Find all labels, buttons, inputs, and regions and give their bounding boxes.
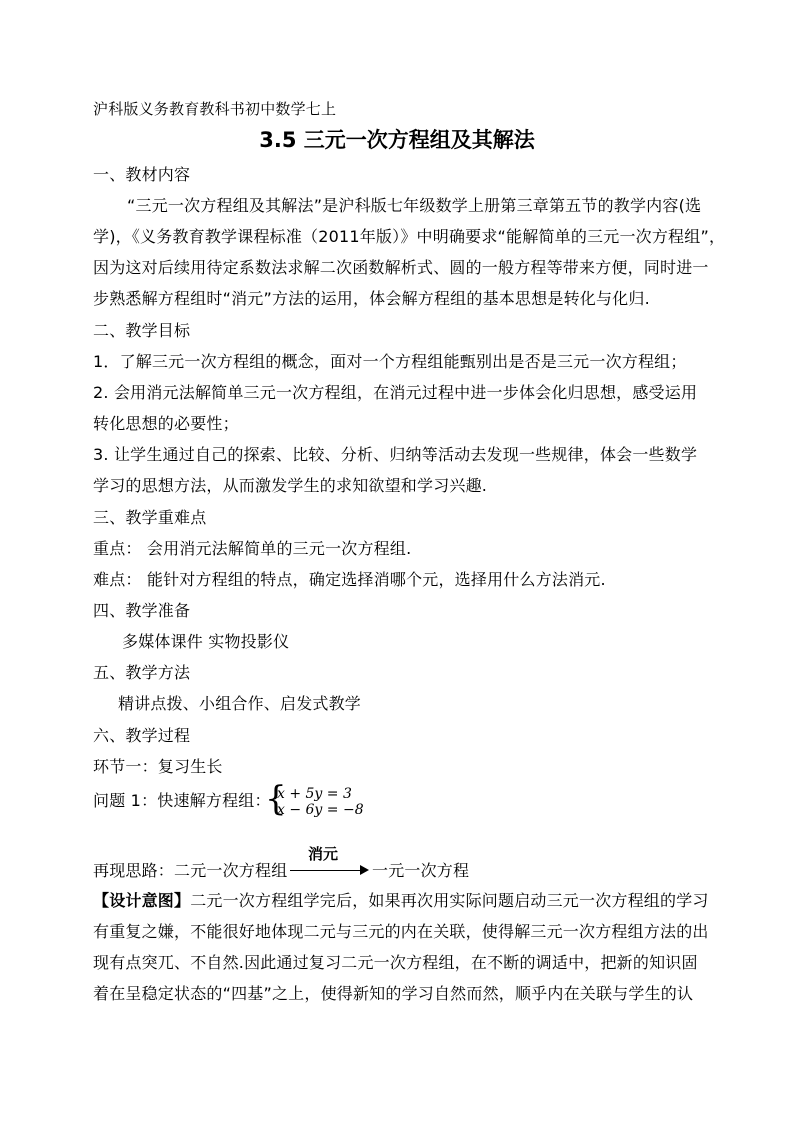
equation-system [265, 779, 375, 819]
document-header: 沪科版义务教育教科书初中数学七上 [93, 100, 337, 118]
document-title: 3.5 三元一次方程组及其解法 [259, 128, 535, 152]
section-heading-objectives: 二、教学目标 [93, 321, 191, 340]
section-heading-methods: 五、教学方法 [93, 663, 191, 682]
design-intent-line: 着在呈稳定状态的“四基”之上，使得新知的学习自然而然，顺乎内在关联与学生的认 [93, 984, 694, 1003]
preparation-content: 多媒体课件 实物投影仪 [122, 632, 290, 651]
section-heading-preparation: 四、教学准备 [93, 601, 191, 620]
route-suffix: 一元一次方程 [372, 861, 470, 880]
section-heading-content: 一、教材内容 [93, 165, 191, 184]
design-intent-text: 二元一次方程组学完后，如果再次用实际问题启动三元一次方程组的学习 [190, 891, 709, 910]
arrow-head-icon [360, 865, 369, 875]
objective-item-continued: 转化思想的必要性； [93, 414, 239, 433]
paragraph-line: “三元一次方程组及其解法”是沪科版七年级数学上册第三章第五节的教学内容(选 [127, 196, 702, 215]
difficult-point: 难点： 能针对方程组的特点，确定选择消哪个元，选择用什么方法消元. [93, 570, 606, 589]
design-intent-tag: 【设计意图】 [93, 891, 191, 910]
arrow-label: 消元 [308, 845, 339, 863]
section-heading-process: 六、教学过程 [93, 726, 191, 745]
objective-item: 3. 让学生通过自己的探索、比较、分析、归纳等活动去发现一些规律，体会一些数学 [93, 445, 698, 464]
paragraph-line: 因为这对后续用待定系数法求解二次函数解析式、圆的一般方程等带来方便，同时进一 [93, 258, 709, 277]
equation-one: x + 5y = 3 [277, 786, 352, 802]
methods-content: 精讲点拨、小组合作、启发式教学 [118, 694, 362, 713]
arrow-shaft [290, 870, 362, 871]
objective-item: 1．了解三元一次方程组的概念，面对一个方程组能甄别出是否是三元一次方程组； [93, 352, 687, 371]
design-intent-line: 有重复之嫌，不能很好地体现二元与三元的内在关联，使得解三元一次方程组方法的出 [93, 922, 709, 941]
elimination-arrow [290, 845, 370, 876]
objective-item: 2. 会用消元法解简单三元一次方程组，在消元过程中进一步体会化归思想，感受运用 [93, 383, 698, 402]
design-intent-line: 现有点突兀、不自然.因此通过复习二元一次方程组，在不断的调适中，把新的知识固 [93, 953, 698, 972]
question-one-label: 问题 1：快速解方程组： [93, 791, 271, 810]
key-point: 重点： 会用消元法解简单的三元一次方程组. [93, 539, 412, 558]
section-heading-key-points: 三、教学重难点 [93, 508, 207, 527]
route-prefix: 再现思路：二元一次方程组 [93, 861, 288, 880]
left-brace: { [265, 779, 287, 819]
paragraph-line: 学)，《义务教育教学课程标准（2011年版）》中明确要求“能解简单的三元一次方程组”， [93, 227, 726, 246]
paragraph-line: 步熟悉解方程组时“消元”方法的运用，体会解方程组的基本思想是转化与化归. [93, 289, 650, 308]
equation-two: x − 6y = −8 [277, 802, 364, 818]
objective-item-continued: 学习的思想方法，从而激发学生的求知欲望和学习兴趣. [93, 476, 488, 495]
design-intent-line [93, 890, 713, 912]
step-one-heading: 环节一：复习生长 [93, 757, 223, 776]
